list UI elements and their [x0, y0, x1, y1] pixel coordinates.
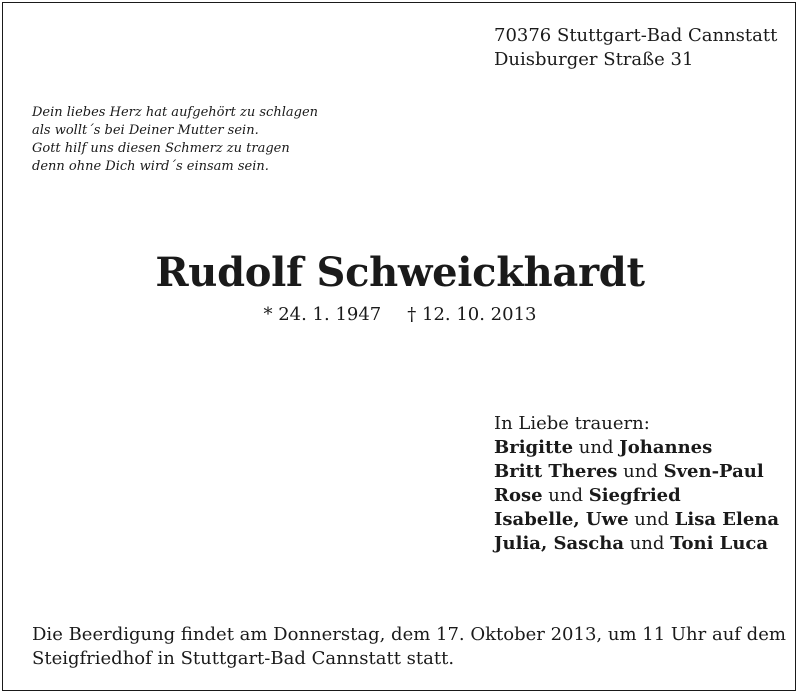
funeral-line: Steigfriedhof in Stuttgart-Bad Cannstatt statt.: [32, 648, 455, 669]
mourner-name: Brigitte: [494, 437, 574, 458]
mourner-name: Julia, Sascha: [494, 533, 624, 554]
mourner-line: [494, 508, 779, 532]
mourner-line: [494, 484, 779, 508]
mourner-name: Rose: [494, 485, 543, 506]
funeral-line: Die Beerdigung findet am Donnerstag, dem 17. Oktober 2013, um 11 Uhr auf dem: [32, 624, 786, 645]
verse-line: Dein liebes Herz hat aufgehört zu schlagen: [32, 105, 319, 120]
mourner-conjunction: und: [617, 461, 664, 482]
funeral-announcement: [32, 623, 786, 671]
life-dates: [0, 303, 800, 327]
mourner-name: Isabelle, Uwe: [494, 509, 629, 530]
mourner-conjunction: und: [628, 509, 675, 530]
mourner-line: [494, 436, 779, 460]
mourners-block: [494, 412, 779, 556]
mourner-conjunction: und: [623, 533, 671, 554]
memorial-verse: [32, 104, 318, 176]
mourner-name: Sven-Paul: [663, 461, 764, 482]
mourner-line: [494, 532, 779, 556]
verse-line: als wollt´s bei Deiner Mutter sein.: [32, 123, 259, 138]
mourners-intro: In Liebe trauern:: [494, 413, 650, 434]
mourner-name: Siegfried: [588, 485, 681, 506]
mourner-name: Britt Theres: [494, 461, 618, 482]
address-block: [494, 24, 777, 72]
mourner-conjunction: und: [542, 485, 589, 506]
birth-date: * 24. 1. 1947: [263, 304, 382, 325]
death-date: † 12. 10. 2013: [407, 304, 537, 325]
mourner-conjunction: und: [573, 437, 620, 458]
address-street: Duisburger Straße 31: [494, 49, 694, 70]
address-city: 70376 Stuttgart-Bad Cannstatt: [494, 25, 778, 46]
deceased-name: Rudolf Schweickhardt: [155, 249, 645, 296]
mourner-name: Lisa Elena: [674, 509, 780, 530]
mourner-line: [494, 460, 779, 484]
mourner-name: Johannes: [619, 437, 713, 458]
verse-line: Gott hilf uns diesen Schmerz zu tragen: [32, 141, 290, 156]
mourner-name: Toni Luca: [670, 533, 769, 554]
verse-line: denn ohne Dich wird´s einsam sein.: [32, 159, 269, 174]
